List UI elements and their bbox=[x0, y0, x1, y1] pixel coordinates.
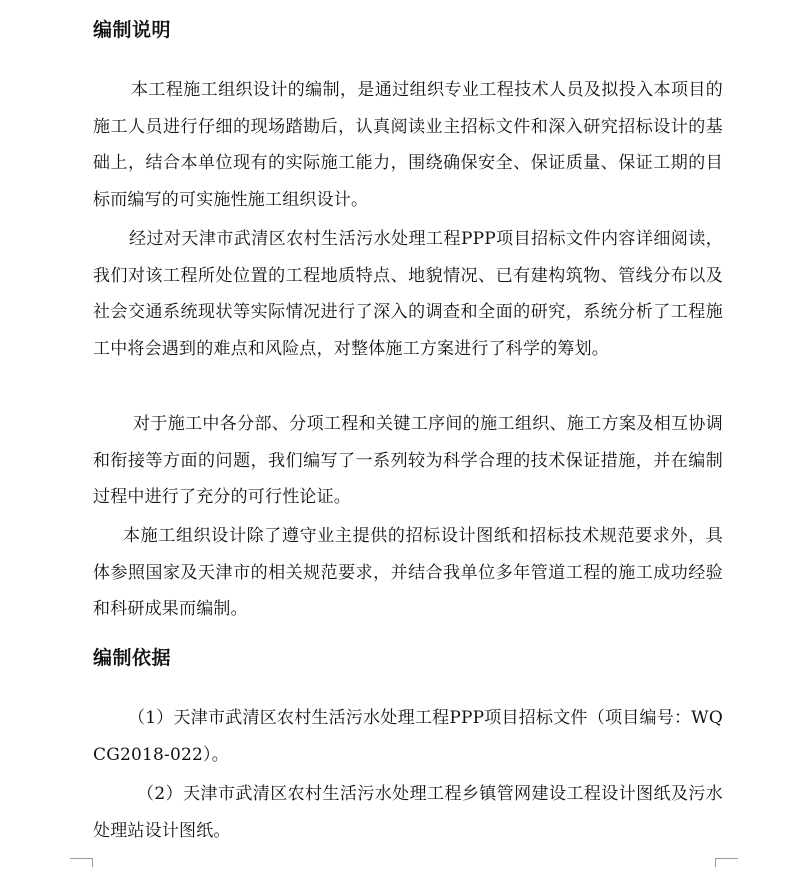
section-heading-compilation-notes: 编制说明 bbox=[93, 19, 172, 41]
basis-item-2: （2）天津市武清区农村生活污水处理工程乡镇管网建设工程设计图纸及污水处理站设计图纸。 bbox=[93, 784, 723, 841]
page-corner-mark-right bbox=[715, 858, 738, 867]
page-corner-mark-left bbox=[70, 858, 93, 867]
basis-item-1: （1）天津市武清区农村生活污水处理工程PPP项目招标文件（项目编号：WQCG2018-022）。 bbox=[93, 708, 723, 765]
paragraph-1: 本工程施工组织设计的编制，是通过组织专业工程技术人员及拟投入本项目的施工人员进行仔细的现场踏勘后，认真阅读业主招标文件和深入研究招标设计的基础上，结合本单位现有的实际施工能力，围绕确保安全、保证质量、保证工期的目标而编写的可实施性施工组织设计。 bbox=[93, 80, 723, 210]
paragraph-4: 本施工组织设计除了遵守业主提供的招标设计图纸和招标技术规范要求外，具体参照国家及天津市的相关规范要求，并结合我单位多年管道工程的施工成功经验和科研成果而编制。 bbox=[93, 526, 723, 619]
section-heading-compilation-basis: 编制依据 bbox=[93, 647, 172, 669]
paragraph-3: 对于施工中各分部、分项工程和关键工序间的施工组织、施工方案及相互协调和衔接等方面的问题，我们编写了一系列较为科学合理的技术保证措施，并在编制过程中进行了充分的可行性论证。 bbox=[93, 414, 723, 507]
paragraph-2: 经过对天津市武清区农村生活污水处理工程PPP项目招标文件内容详细阅读，我们对该工程所处位置的工程地质特点、地貌情况、已有建构筑物、管线分布以及社会交通系统现状等实际情况进行了深入的调查和全面的研究，系统分析了工程施工中将会遇到的难点和风险点，对整体施工方案进行了科学的筹划。 bbox=[93, 229, 723, 359]
